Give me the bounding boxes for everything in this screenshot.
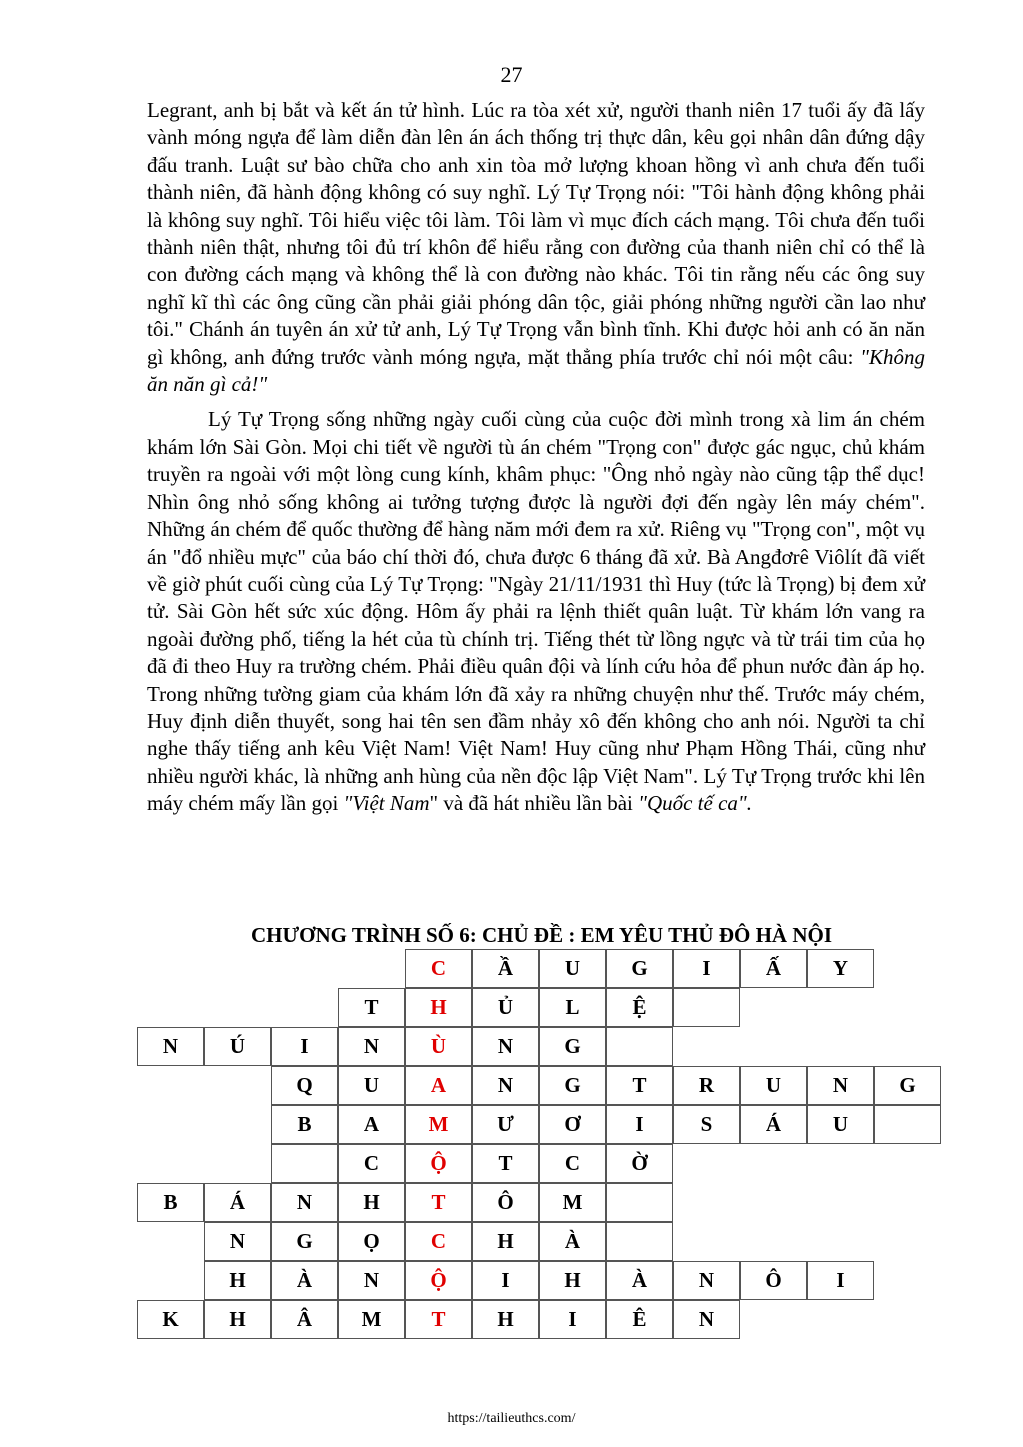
crossword-cell [271, 1144, 338, 1183]
crossword-cell: S [673, 1105, 740, 1144]
body-text [147, 97, 925, 818]
crossword-cell: I [271, 1027, 338, 1066]
crossword-cell: N [472, 1066, 539, 1105]
crossword-cell: Ô [472, 1183, 539, 1222]
paragraph-1-quote: "Không ăn năn gì cả!" [147, 344, 925, 397]
crossword-cell: T [405, 1183, 472, 1222]
crossword-cell: Ơ [539, 1105, 606, 1144]
crossword-cell: Ô [740, 1261, 807, 1300]
crossword-cell: Ấ [740, 949, 807, 988]
crossword-cell: H [539, 1261, 606, 1300]
crossword-cell: I [807, 1261, 874, 1300]
crossword-cell: Â [271, 1300, 338, 1339]
crossword-cell: U [338, 1066, 405, 1105]
crossword-cell: H [204, 1261, 271, 1300]
paragraph-2-quote-2: "Quốc tế ca". [638, 791, 752, 816]
crossword-cell: T [405, 1300, 472, 1339]
crossword-cell: H [405, 988, 472, 1027]
crossword-cell: Q [271, 1066, 338, 1105]
crossword-cell: T [472, 1144, 539, 1183]
crossword-cell: À [539, 1222, 606, 1261]
crossword-cell: Ầ [472, 949, 539, 988]
crossword-cell [606, 1222, 673, 1261]
crossword-cell: Ệ [606, 988, 673, 1027]
crossword-cell: C [405, 1222, 472, 1261]
crossword-cell: T [606, 1066, 673, 1105]
crossword-cell: N [472, 1027, 539, 1066]
crossword-cell: B [137, 1183, 204, 1222]
crossword-cell: K [137, 1300, 204, 1339]
crossword-cell: B [271, 1105, 338, 1144]
crossword-cell: N [673, 1261, 740, 1300]
crossword-cell: N [338, 1261, 405, 1300]
crossword-cell: Ê [606, 1300, 673, 1339]
crossword-cell: Y [807, 949, 874, 988]
crossword-cell: A [405, 1066, 472, 1105]
crossword-cell: C [338, 1144, 405, 1183]
crossword-cell: À [271, 1261, 338, 1300]
paragraph-2-text: Lý Tự Trọng sống những ngày cuối cùng của cuộc đời mình trong xà lim án chém khám lớn Sài Gòn. Mọi chi tiết về người tù án chém "Trọng con" được gác ngục, chủ khám truyền ra ngoài với một lòng cung kính, khâm phục: "Ông nhỏ ngày nào cũng tập thể dục! Nhìn ông nhỏ sống không ai tưởng tượng được là người đợi đến ngày lên máy chém". Những án chém để quốc thường để hàng năm mới đem ra xử. Riêng vụ "Trọng con", một vụ án "đổ nhiều mực" của báo chí thời đó, chưa được 6 tháng đã xử. Bà Angđơrê Viôlít đã viết về giờ phút cuối cùng của Lý Tự Trọng: "Ngày 21/11/1931 thì Huy (tức là Trọng) bị đem xử tử. Sài Gòn hết sức xúc động. Hôm ấy phải ra lệnh thiết quân luật. Từ khám lớn vang ra ngoài đường phố, tiếng la hét của tù chính trị. Tiếng thét từ lồng ngực và từ trái tim của họ đã đi theo Huy ra trường chém. Phải điều quân đội và lính cứu hỏa để phun nước đàn áp họ. Trong những tường giam của khám lớn đã xảy ra những chuyện như thế. Trước máy chém, Huy định diễn thuyết, song hai tên sen đầm nhảy xô đến không cho anh nói. Người ta chỉ nghe thấy tiếng anh kêu Việt Nam! Việt Nam! Huy cũng như Phạm Hồng Thái, cũng như nhiều người khác, là những anh hùng của nền độc lập Việt Nam". Lý Tự Trọng trước khi lên máy chém mấy lần gọi [147, 407, 925, 816]
section-heading: CHƯƠNG TRÌNH SỐ 6: CHỦ ĐỀ : EM YÊU THỦ ĐÔ HÀ NỘI [250, 923, 833, 947]
crossword-cell: T [338, 988, 405, 1027]
crossword-cell: C [539, 1144, 606, 1183]
crossword-cell: Á [740, 1105, 807, 1144]
crossword-cell: I [539, 1300, 606, 1339]
crossword-cell: N [137, 1027, 204, 1066]
crossword-cell: H [204, 1300, 271, 1339]
crossword-cell: Ủ [472, 988, 539, 1027]
crossword-cell: M [539, 1183, 606, 1222]
crossword-cell: U [807, 1105, 874, 1144]
crossword-cell: C [405, 949, 472, 988]
crossword-cell: I [472, 1261, 539, 1300]
paragraph-1-text: Legrant, anh bị bắt và kết án tử hình. Lúc ra tòa xét xử, người thanh niên 17 tuổi ấy đã lấy vành móng ngựa để làm diễn đàn lên án ách thống trị thực dân, kêu gọi nhân dân đứng dậy đấu tranh. Luật sư bào chữa cho anh xin tòa mở lượng khoan hồng vì anh chưa đến tuổi thành niên, đã hành động không có suy nghĩ. Lý Tự Trọng nói: "Tôi hành động không phải là không suy nghĩ. Tôi hiểu việc tôi làm. Tôi làm vì mục đích cách mạng. Tôi chưa đến tuổi thành niên thật, nhưng tôi đủ trí khôn để hiểu rằng con đường của thanh niên chỉ có thể là con đường cách mạng và không thể là con đường nào khác. Tôi tin rằng nếu các ông suy nghĩ kĩ thì các ông cũng cần phải giải phóng dân tộc, giải phóng những người cần lao như tôi." Chánh án tuyên án xử tử anh, Lý Tự Trọng vẫn bình tĩnh. Khi được hỏi anh có ăn năn gì không, anh đứng trước vành móng ngựa, mặt thẳng phía trước chỉ nói một câu: [147, 98, 925, 369]
crossword-cell: G [874, 1066, 941, 1105]
crossword-cell [673, 988, 740, 1027]
crossword-cell: H [338, 1183, 405, 1222]
crossword-cell: H [472, 1300, 539, 1339]
crossword-cell: N [807, 1066, 874, 1105]
crossword-cell: Ú [204, 1027, 271, 1066]
crossword-cell: G [539, 1027, 606, 1066]
paragraph-2-quote-1: "Việt Nam [343, 791, 430, 816]
crossword-cell: N [338, 1027, 405, 1066]
crossword-cell: U [740, 1066, 807, 1105]
crossword-cell: G [539, 1066, 606, 1105]
crossword-cell [606, 1027, 673, 1066]
footer-url: https://tailieuthcs.com/ [447, 1411, 576, 1426]
crossword-cell: Á [204, 1183, 271, 1222]
crossword-cell: M [405, 1105, 472, 1144]
crossword-cell [874, 1105, 941, 1144]
paragraph-2 [147, 406, 925, 817]
crossword-cell: N [204, 1222, 271, 1261]
crossword-cell: N [271, 1183, 338, 1222]
crossword-cell: Ộ [405, 1144, 472, 1183]
crossword-cell: A [338, 1105, 405, 1144]
crossword-cell: I [606, 1105, 673, 1144]
paragraph-1 [147, 97, 925, 398]
crossword-cell: L [539, 988, 606, 1027]
paragraph-2-text-2: " và đã hát nhiều lần bài [429, 791, 639, 816]
crossword-cell: R [673, 1066, 740, 1105]
crossword-cell: M [338, 1300, 405, 1339]
crossword-cell: N [673, 1300, 740, 1339]
crossword-cell: U [539, 949, 606, 988]
crossword-cell: I [673, 949, 740, 988]
crossword-cell: Ư [472, 1105, 539, 1144]
crossword-cell: Ọ [338, 1222, 405, 1261]
crossword-cell [606, 1183, 673, 1222]
crossword-cell: À [606, 1261, 673, 1300]
crossword-cell: Ù [405, 1027, 472, 1066]
crossword-cell: G [271, 1222, 338, 1261]
crossword-cell: G [606, 949, 673, 988]
page-number: 27 [500, 62, 523, 87]
crossword-cell: Ờ [606, 1144, 673, 1183]
crossword-cell: Ộ [405, 1261, 472, 1300]
crossword-cell: H [472, 1222, 539, 1261]
